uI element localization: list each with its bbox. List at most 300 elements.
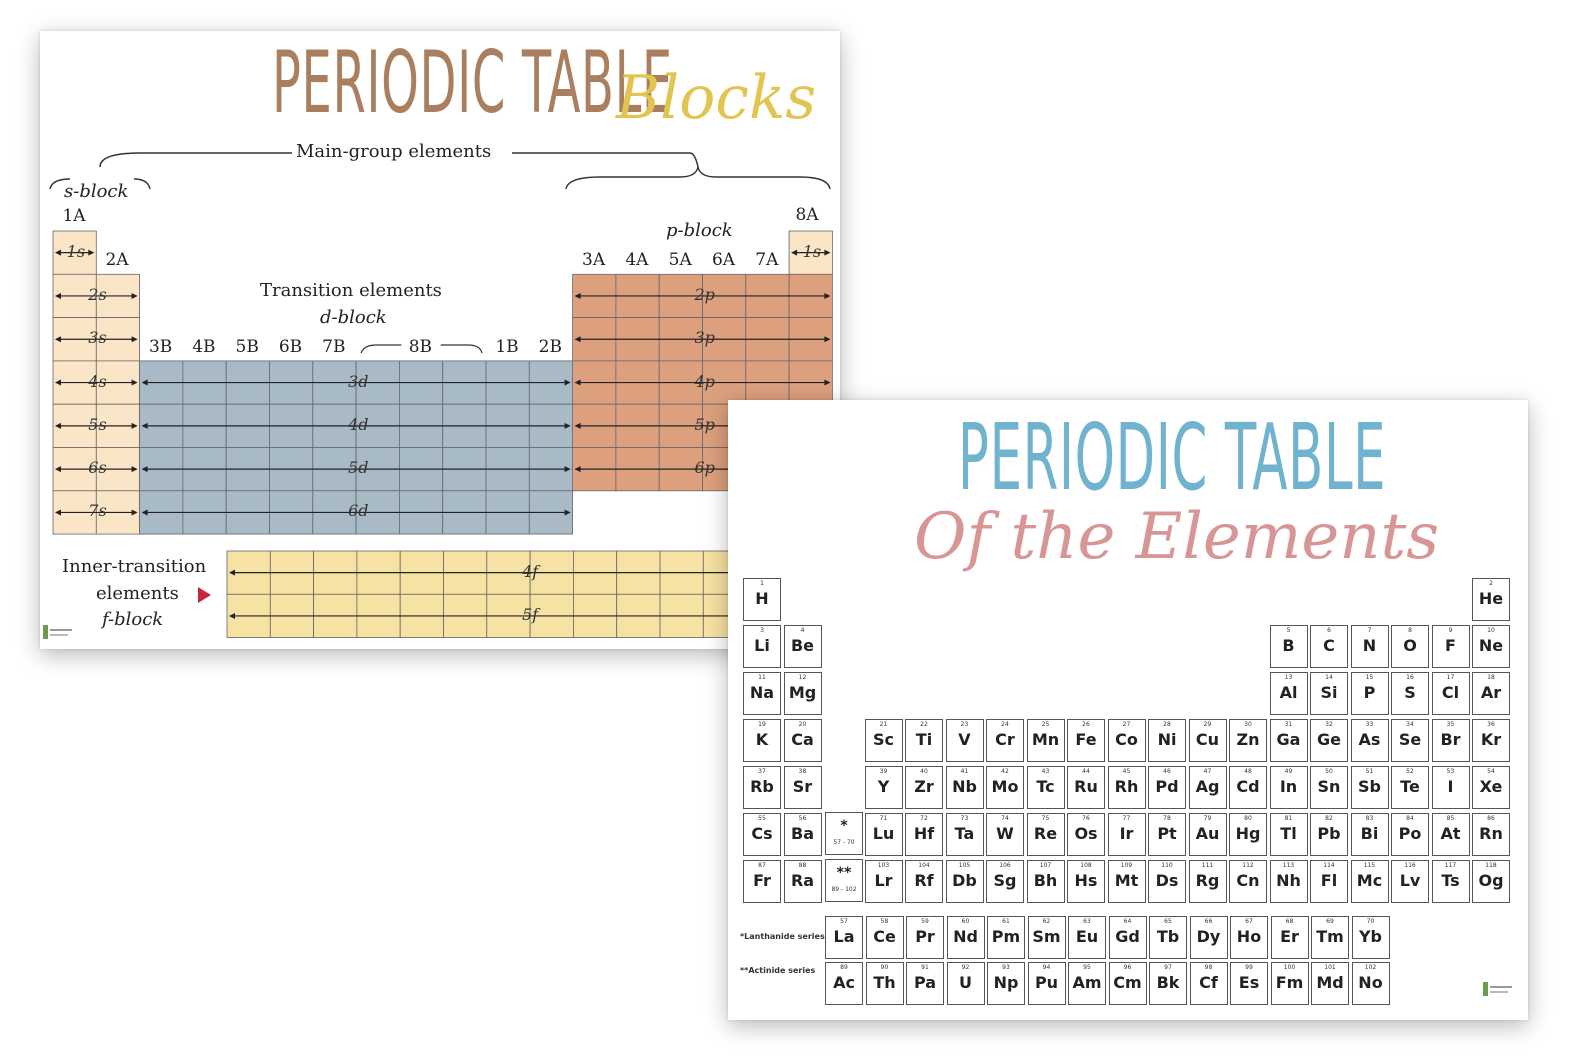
element-symbol: Cl <box>1441 683 1460 702</box>
element-symbol: Xe <box>1479 777 1503 796</box>
atomic-number: 64 <box>1123 918 1132 925</box>
element-cell <box>865 719 903 762</box>
atomic-number: 8 <box>1408 627 1412 634</box>
element-symbol: Ts <box>1441 871 1460 890</box>
atomic-number: 73 <box>960 815 969 822</box>
element-cell <box>986 719 1024 762</box>
element-symbol: V <box>958 730 971 749</box>
s-row-label: 1s <box>66 241 86 261</box>
atomic-number: 75 <box>1041 815 1050 822</box>
atomic-number: 62 <box>1042 918 1051 925</box>
actinide-cell <box>987 962 1025 1005</box>
s-block-label: s-block <box>64 181 129 202</box>
group-8b-bracket <box>361 345 482 353</box>
group-label: 7B <box>322 337 346 357</box>
red-triangle-icon <box>198 587 211 603</box>
actinide-cell <box>1230 962 1268 1005</box>
atomic-number: 63 <box>1083 918 1091 925</box>
element-symbol: Se <box>1398 730 1422 749</box>
atomic-number: 42 <box>1001 768 1009 775</box>
element-cell <box>1432 719 1470 762</box>
element-cell <box>865 766 903 809</box>
atomic-number: 85 <box>1446 815 1455 822</box>
element-cell <box>1391 672 1429 715</box>
element-symbol: Mg <box>788 683 817 702</box>
element-symbol: Rn <box>1479 824 1503 843</box>
actinide-cell <box>1352 962 1390 1005</box>
s-row-label: 6s <box>88 458 107 478</box>
element-symbol: Cr <box>995 730 1015 749</box>
group-label: 3A <box>582 250 606 270</box>
actinide-placeholder: ** 89 - 102 <box>825 859 863 902</box>
element-symbol: Hs <box>1074 871 1098 890</box>
atomic-number: 53 <box>1446 768 1455 775</box>
element-symbol: Pm <box>991 927 1021 946</box>
element-cell <box>946 719 984 762</box>
elements-script-title: Of the Elements <box>914 500 1440 574</box>
element-symbol: Fl <box>1320 871 1338 890</box>
atomic-number: 27 <box>1122 721 1131 728</box>
element-symbol: Ac <box>833 973 855 992</box>
f-row-label: 5f <box>522 604 539 624</box>
element-symbol: In <box>1279 777 1298 796</box>
group-label: 6B <box>278 337 303 357</box>
element-symbol: Al <box>1279 683 1298 702</box>
atomic-number: 22 <box>920 721 928 728</box>
actinide-cell <box>1149 962 1187 1005</box>
element-cell <box>1432 813 1470 856</box>
atomic-number: 38 <box>798 768 807 775</box>
element-symbol: Sm <box>1032 927 1061 946</box>
p-row-label: 3p <box>694 328 715 348</box>
element-symbol: Rg <box>1195 871 1220 890</box>
atomic-number: 20 <box>798 721 807 728</box>
element-symbol: H <box>755 589 769 608</box>
lanthanide-placeholder: * 57 - 70 <box>825 812 863 855</box>
element-cell <box>1472 625 1510 668</box>
atomic-number: 29 <box>1203 721 1212 728</box>
element-symbol: Lu <box>872 824 895 843</box>
atomic-number: 12 <box>798 674 807 681</box>
element-cell <box>1229 860 1267 903</box>
atomic-number: 9 <box>1448 627 1453 634</box>
element-symbol: Ca <box>791 730 814 749</box>
inner-transition-label: Inner-transition <box>62 556 207 577</box>
element-symbol: Ce <box>873 927 896 946</box>
atomic-number: 83 <box>1365 815 1374 822</box>
element-symbol: Ho <box>1236 927 1262 946</box>
atomic-number: 117 <box>1444 862 1457 869</box>
element-symbol: Eu <box>1075 927 1099 946</box>
atomic-number: 94 <box>1042 964 1051 971</box>
atomic-number: 5 <box>1286 627 1291 634</box>
element-symbol: Bh <box>1033 871 1058 890</box>
element-cell <box>1351 813 1389 856</box>
atomic-number: 35 <box>1446 721 1455 728</box>
atomic-number: 17 <box>1446 674 1455 681</box>
atomic-number: 114 <box>1323 862 1335 869</box>
element-cell <box>1391 860 1429 903</box>
lanthanide-cell <box>1271 916 1309 959</box>
element-cell <box>1310 813 1348 856</box>
element-symbol: N <box>1362 636 1377 655</box>
element-cell <box>1027 719 1065 762</box>
blocks-title: PERIODIC TABLE <box>272 33 673 133</box>
element-symbol: At <box>1440 824 1461 843</box>
actinide-cell <box>825 962 863 1005</box>
element-symbol: Og <box>1478 871 1504 890</box>
element-symbol: Cu <box>1195 730 1220 749</box>
atomic-number: 109 <box>1120 862 1133 869</box>
atomic-number: 45 <box>1122 768 1131 775</box>
element-symbol: Sc <box>872 730 894 749</box>
group-label: 4A <box>625 250 649 270</box>
group-label: 5B <box>235 337 259 357</box>
element-symbol: Pa <box>913 973 937 992</box>
atomic-number: 11 <box>758 674 766 681</box>
element-symbol: Rb <box>750 777 774 796</box>
atomic-number: 102 <box>1364 964 1377 971</box>
element-symbol: B <box>1282 636 1295 655</box>
atomic-number: 10 <box>1487 627 1495 634</box>
element-cell <box>1229 766 1267 809</box>
element-cell <box>1027 860 1065 903</box>
atomic-number: 87 <box>758 862 766 869</box>
element-cell <box>784 719 822 762</box>
group-label: 1B <box>495 337 519 357</box>
element-cell <box>1270 719 1308 762</box>
atomic-number: 48 <box>1244 768 1252 775</box>
element-cell <box>1472 813 1510 856</box>
atomic-number: 90 <box>880 964 889 971</box>
element-cell <box>743 813 781 856</box>
atomic-number: 72 <box>920 815 928 822</box>
blocks-script-title: Blocks <box>616 63 817 133</box>
element-symbol: Ar <box>1480 683 1502 702</box>
atomic-number: 46 <box>1163 768 1171 775</box>
group-label: 5A <box>668 250 692 270</box>
element-cell <box>1270 813 1308 856</box>
element-symbol: Tb <box>1156 927 1180 946</box>
element-symbol: Th <box>873 973 896 992</box>
element-symbol: Si <box>1320 683 1338 702</box>
element-symbol: Cn <box>1236 871 1260 890</box>
element-cell <box>1189 766 1227 809</box>
element-cell <box>1351 719 1389 762</box>
atomic-number: 70 <box>1366 918 1375 925</box>
element-symbol: Na <box>749 683 775 702</box>
atomic-number: 74 <box>1001 815 1009 822</box>
group-label: 6A <box>711 250 736 270</box>
element-cell <box>784 672 822 715</box>
atomic-number: 59 <box>921 918 929 925</box>
element-cell <box>1067 813 1105 856</box>
element-symbol: Fe <box>1075 730 1097 749</box>
element-cell <box>743 625 781 668</box>
element-symbol: No <box>1358 973 1383 992</box>
atomic-number: 103 <box>877 862 890 869</box>
atomic-number: 55 <box>758 815 766 822</box>
actinide-cell <box>1109 962 1147 1005</box>
lanthanide-cell <box>1028 916 1066 959</box>
element-cell <box>905 766 943 809</box>
element-symbol: Md <box>1316 973 1344 992</box>
element-cell <box>1067 766 1105 809</box>
atomic-number: 97 <box>1164 964 1172 971</box>
element-cell <box>1270 860 1308 903</box>
atomic-number: 54 <box>1487 768 1495 775</box>
lanthanide-cell <box>1109 916 1147 959</box>
d-row-label: 5d <box>348 458 369 478</box>
element-cell <box>1351 860 1389 903</box>
atomic-number: 99 <box>1245 964 1253 971</box>
element-cell <box>1027 766 1065 809</box>
element-symbol: Kr <box>1480 730 1502 749</box>
atomic-number: 61 <box>1002 918 1010 925</box>
element-symbol: K <box>755 730 769 749</box>
p-block-label: p-block <box>666 220 733 241</box>
atomic-number: 2 <box>1489 580 1493 587</box>
group-8a: 8A <box>795 205 819 225</box>
element-cell <box>743 860 781 903</box>
element-cell <box>1108 719 1146 762</box>
atomic-number: 28 <box>1163 721 1171 728</box>
element-symbol: S <box>1404 683 1416 702</box>
atomic-number: 41 <box>960 768 969 775</box>
group-2a: 2A <box>105 250 129 270</box>
atomic-number: 113 <box>1282 862 1295 869</box>
element-symbol: Po <box>1398 824 1422 843</box>
element-cell <box>743 672 781 715</box>
element-cell <box>1189 860 1227 903</box>
atomic-number: 47 <box>1203 768 1212 775</box>
atomic-number: 23 <box>960 721 969 728</box>
brand-logo-icon-2 <box>1482 980 1516 998</box>
element-symbol: Am <box>1072 973 1102 992</box>
elements-label: elements <box>96 583 179 604</box>
atomic-number: 44 <box>1082 768 1090 775</box>
atomic-number: 1 <box>760 580 764 587</box>
element-symbol: Cs <box>751 824 773 843</box>
element-symbol: Fr <box>753 871 771 890</box>
element-cell <box>1391 625 1429 668</box>
lanthanide-cell <box>1068 916 1106 959</box>
element-symbol: Ag <box>1195 777 1220 796</box>
lanthanide-cell <box>1230 916 1268 959</box>
element-cell <box>1148 813 1186 856</box>
element-symbol: Ir <box>1119 824 1134 843</box>
atomic-number: 4 <box>800 627 805 634</box>
element-symbol: Ba <box>791 824 814 843</box>
element-symbol: U <box>959 973 972 992</box>
element-symbol: Zn <box>1236 730 1260 749</box>
atomic-number: 15 <box>1365 674 1374 681</box>
atomic-number: 116 <box>1404 862 1416 869</box>
p-row-label: 2p <box>694 284 715 304</box>
p-row-label: 6p <box>694 458 715 478</box>
d-block-label: d-block <box>320 307 387 328</box>
element-cell <box>1391 766 1429 809</box>
group-label: 2B <box>538 337 562 357</box>
atomic-number: 40 <box>920 768 928 775</box>
element-symbol: Cd <box>1236 777 1260 796</box>
element-symbol: Pu <box>1034 973 1059 992</box>
element-symbol: Nb <box>952 777 977 796</box>
atomic-number: 93 <box>1002 964 1010 971</box>
lanthanide-cell <box>1190 916 1228 959</box>
element-cell <box>1229 719 1267 762</box>
element-cell <box>743 578 781 621</box>
atomic-number: 3 <box>760 627 764 634</box>
element-symbol: Lr <box>874 871 893 890</box>
element-cell <box>1108 813 1146 856</box>
s-row-label: 2s <box>88 284 107 304</box>
element-symbol: Te <box>1400 777 1420 796</box>
atomic-number: 24 <box>1001 721 1009 728</box>
atomic-number: 50 <box>1325 768 1333 775</box>
atomic-number: 105 <box>958 862 971 869</box>
element-cell <box>946 860 984 903</box>
atomic-number: 79 <box>1203 815 1212 822</box>
actinide-cell <box>866 962 904 1005</box>
element-symbol: Sr <box>792 777 813 796</box>
group-1a: 1A <box>62 206 86 226</box>
atomic-number: 14 <box>1325 674 1333 681</box>
lanthanide-cell <box>987 916 1025 959</box>
element-symbol: He <box>1478 589 1504 608</box>
element-cell <box>1027 813 1065 856</box>
atomic-number: 19 <box>758 721 766 728</box>
element-symbol: Hf <box>913 824 935 843</box>
actinide-cell <box>1311 962 1349 1005</box>
p-row-label: 5p <box>694 414 715 434</box>
element-cell <box>1067 719 1105 762</box>
element-symbol: Ru <box>1074 777 1098 796</box>
element-cell <box>1148 719 1186 762</box>
actinide-cell <box>1068 962 1106 1005</box>
atomic-number: 26 <box>1082 721 1090 728</box>
d-row-label: 6d <box>348 501 369 521</box>
element-symbol: Yb <box>1358 927 1383 946</box>
blocks-poster <box>40 31 840 649</box>
atomic-number: 34 <box>1406 721 1414 728</box>
f-block-label: f-block <box>102 609 164 630</box>
element-cell <box>1067 860 1105 903</box>
atomic-number: 18 <box>1487 674 1495 681</box>
atomic-number: 51 <box>1365 768 1374 775</box>
element-cell <box>986 860 1024 903</box>
element-symbol: Nd <box>953 927 978 946</box>
s-row-label: 7s <box>88 501 107 521</box>
element-symbol: Ga <box>1276 730 1301 749</box>
element-symbol: Ti <box>915 730 933 749</box>
element-symbol: Mn <box>1031 730 1060 749</box>
element-cell <box>1310 766 1348 809</box>
atomic-number: 37 <box>758 768 766 775</box>
element-cell <box>1108 766 1146 809</box>
atomic-number: 77 <box>1122 815 1131 822</box>
atomic-number: 80 <box>1244 815 1252 822</box>
element-symbol: Os <box>1074 824 1098 843</box>
element-symbol: Li <box>754 636 770 655</box>
atomic-number: 16 <box>1406 674 1414 681</box>
element-cell <box>1310 672 1348 715</box>
atomic-number: 33 <box>1365 721 1374 728</box>
atomic-number: 43 <box>1041 768 1050 775</box>
atomic-number: 101 <box>1324 964 1336 971</box>
group-label: 7A <box>755 250 779 270</box>
element-symbol: Cm <box>1113 973 1142 992</box>
actinide-series-label: **Actinide series <box>740 966 816 975</box>
element-cell <box>865 813 903 856</box>
element-cell <box>1351 625 1389 668</box>
atomic-number: 107 <box>1039 862 1052 869</box>
atomic-number: 57 <box>840 918 848 925</box>
element-cell <box>1351 672 1389 715</box>
element-symbol: Bi <box>1360 824 1379 843</box>
s-row-label: 4s <box>88 371 107 391</box>
atomic-number: 86 <box>1487 815 1495 822</box>
element-cell <box>986 813 1024 856</box>
element-symbol: Rh <box>1114 777 1139 796</box>
element-symbol: Pd <box>1155 777 1179 796</box>
actinide-cell <box>1271 962 1309 1005</box>
atomic-number: 60 <box>961 918 970 925</box>
element-cell <box>1108 860 1146 903</box>
lanthanide-cell <box>825 916 863 959</box>
atomic-number: 36 <box>1487 721 1495 728</box>
atomic-number: 21 <box>879 721 888 728</box>
atomic-number: 96 <box>1123 964 1132 971</box>
element-cell <box>784 625 822 668</box>
atomic-number: 100 <box>1283 964 1296 971</box>
element-cell <box>946 813 984 856</box>
element-symbol: Mt <box>1114 871 1139 890</box>
f-row-label: 4f <box>522 561 539 581</box>
group-label: 8B <box>408 337 433 357</box>
element-symbol: La <box>833 927 855 946</box>
element-symbol: Hg <box>1235 824 1261 843</box>
element-symbol: As <box>1358 730 1381 749</box>
atomic-number: 82 <box>1325 815 1333 822</box>
p-row-label: 4p <box>694 371 715 391</box>
lanthanide-series-label: *Lanthanide series <box>740 932 825 941</box>
element-cell <box>1432 625 1470 668</box>
element-symbol: Gd <box>1115 927 1140 946</box>
element-cell <box>946 766 984 809</box>
element-symbol: Be <box>790 636 815 655</box>
element-symbol: I <box>1447 777 1454 796</box>
element-symbol: Tc <box>1036 777 1055 796</box>
atomic-number: 104 <box>918 862 930 869</box>
lanthanide-cell <box>1149 916 1187 959</box>
atomic-number: 91 <box>921 964 929 971</box>
element-cell <box>905 813 943 856</box>
atomic-number: 52 <box>1406 768 1414 775</box>
atomic-number: 13 <box>1284 674 1293 681</box>
lanthanide-cell <box>866 916 904 959</box>
element-symbol: Ta <box>954 824 975 843</box>
brand-logo-icon <box>42 623 76 641</box>
group-label: 4B <box>192 337 216 357</box>
element-symbol: Nh <box>1276 871 1301 890</box>
atomic-number: 25 <box>1041 721 1050 728</box>
element-symbol: Cf <box>1199 973 1218 992</box>
d-row-label: 4d <box>348 414 369 434</box>
element-symbol: Pr <box>915 927 935 946</box>
element-symbol: Pb <box>1317 824 1341 843</box>
group-label: 3B <box>148 337 173 357</box>
